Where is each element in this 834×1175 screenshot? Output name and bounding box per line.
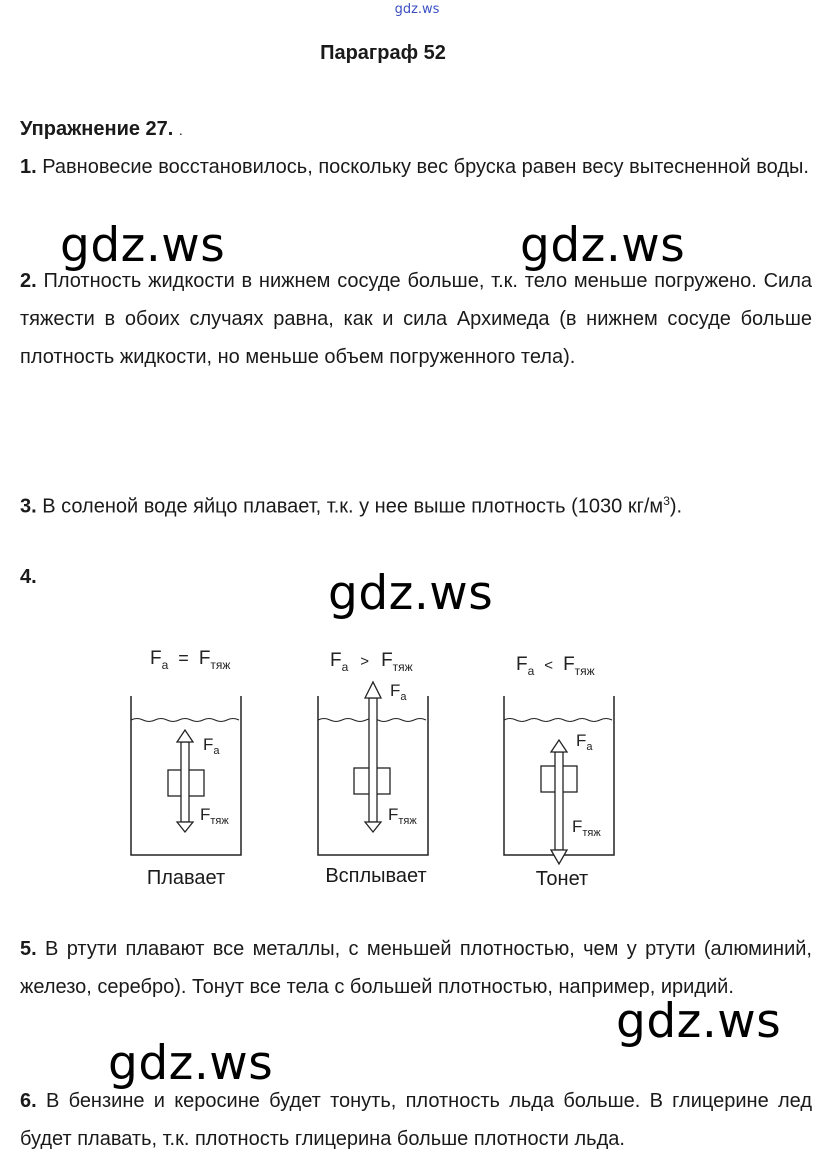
item-number: 3. (20, 495, 37, 518)
force-g-label: $F_{тяж}$ (572, 817, 601, 839)
caption-sinks: Тонет (535, 868, 589, 890)
item-text-end: ). (669, 495, 683, 518)
arrow-shaft (369, 698, 377, 822)
item-text: Равновесие восстановилось, поскольку вес бруска равен весу вытесненной воды. (42, 156, 809, 178)
relation-label: $F_a$ > $F_{тяж}$ (330, 650, 413, 674)
page-title: Параграф 52 (320, 42, 446, 64)
force-g-label: $F_{тяж}$ (200, 805, 229, 827)
arrow-down-head (551, 850, 567, 864)
relation-label: $F_a$ < $F_{тяж}$ (516, 654, 595, 678)
panel-sinks (504, 654, 614, 864)
superscript: 3 (663, 494, 670, 508)
panel-floats (131, 648, 241, 855)
arrow-up-head (365, 682, 381, 698)
exercise-title-dots: . (178, 122, 183, 138)
water-surface (131, 719, 239, 722)
force-a-label: $F_a$ (203, 735, 220, 757)
force-a-label: $F_a$ (390, 681, 407, 703)
watermark-logo: gdz.ws (60, 218, 226, 273)
item-6 (20, 1082, 812, 1158)
water-surface (504, 719, 612, 722)
item-number: 6. (20, 1090, 37, 1112)
item-number: 2. (20, 270, 37, 292)
arrow-up-head (177, 730, 193, 742)
arrow-shaft (181, 742, 189, 822)
arrow-shaft (555, 752, 563, 850)
item-text: В бензине и керосине будет тонуть, плотность льда больше. В глицерине лед будет плавать, т.к. плотность глицерина больше плотности льда. (20, 1090, 812, 1150)
arrow-down-head (365, 822, 381, 832)
exercise-title (20, 118, 183, 141)
arrow-down-head (177, 822, 193, 832)
item-number: 5. (20, 938, 37, 960)
force-g-label: $F_{тяж}$ (388, 805, 417, 827)
watermark-logo: gdz.ws (328, 566, 494, 621)
item-text: В ртути плавают все металлы, с меньшей плотностью, чем у ртути (алюминий, железо, серебро). Тонут все тела с большей плотностью, например, иридий. (20, 938, 812, 998)
force-a-label: $F_a$ (576, 731, 593, 753)
caption-floats: Плавает (146, 867, 226, 889)
exercise-title-text: Упражнение 27. (20, 118, 174, 140)
caption-rises: Всплывает (325, 865, 427, 887)
item-2 (20, 262, 812, 376)
item-number: 1. (20, 156, 37, 178)
item-text: Плотность жидкости в нижнем сосуде больше, т.к. тело меньше погружено. Сила тяжести в обоих случаях равна, как и сила Архимеда (в нижнем сосуде больше плотность жидкости, но меньше объем погруженного тела). (20, 270, 812, 368)
panel-rises (318, 650, 428, 855)
item-text: В соленой воде яйцо плавает, т.к. у нее выше плотность (1030 кг/м (42, 495, 664, 518)
item-1 (20, 148, 812, 186)
relation-label: $F_a = F_{тяж}$ (150, 648, 231, 672)
watermark-top: gdz.ws (394, 2, 440, 17)
item-3 (20, 482, 812, 526)
watermark-logo: gdz.ws (108, 1036, 274, 1091)
arrow-up-head (551, 740, 567, 752)
watermark-logo: gdz.ws (616, 994, 782, 1049)
item-number: 4. (20, 566, 37, 588)
watermark-logo: gdz.ws (520, 218, 686, 273)
